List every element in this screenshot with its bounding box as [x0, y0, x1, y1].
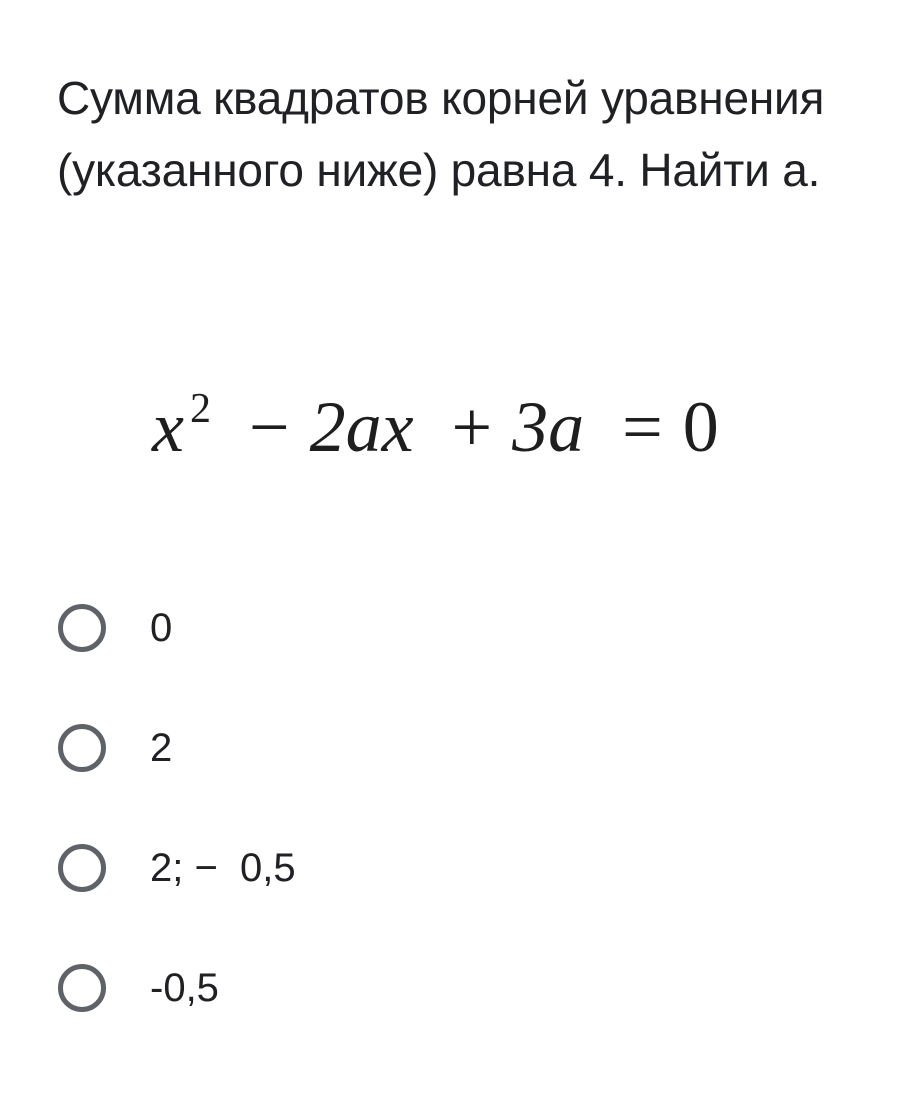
equation-plus: +	[451, 387, 493, 467]
answer-option-3[interactable]	[58, 838, 858, 898]
equation-term-3a: 3a	[512, 387, 585, 467]
answer-option-label: -0,5	[150, 965, 219, 1010]
answer-options	[58, 598, 858, 1078]
answer-option-label: 0	[150, 605, 173, 650]
equation-rhs: 0	[682, 387, 719, 467]
equation-term-2ax: 2ax	[309, 387, 414, 467]
answer-option-4[interactable]	[58, 958, 858, 1018]
equation-minus: −	[248, 387, 290, 467]
answer-option-label: 2; − 0,5	[150, 845, 296, 890]
equation-variable-x: x	[152, 387, 184, 467]
equation-equals: =	[622, 387, 663, 467]
answer-option-1[interactable]	[58, 598, 858, 658]
question-line-1: Сумма квадратов корней уравнения	[57, 72, 825, 124]
radio-button-icon[interactable]	[58, 844, 106, 892]
equation-exponent: 2	[189, 386, 211, 432]
radio-button-icon[interactable]	[58, 964, 106, 1012]
radio-button-icon[interactable]	[58, 604, 106, 652]
answer-option-label: 2	[150, 725, 173, 770]
answer-option-2[interactable]	[58, 718, 858, 778]
radio-button-icon[interactable]	[58, 724, 106, 772]
question-text	[57, 62, 907, 206]
equation-image	[152, 382, 832, 472]
question-line-2: (указанного ниже) равна 4. Найти а.	[57, 144, 821, 196]
